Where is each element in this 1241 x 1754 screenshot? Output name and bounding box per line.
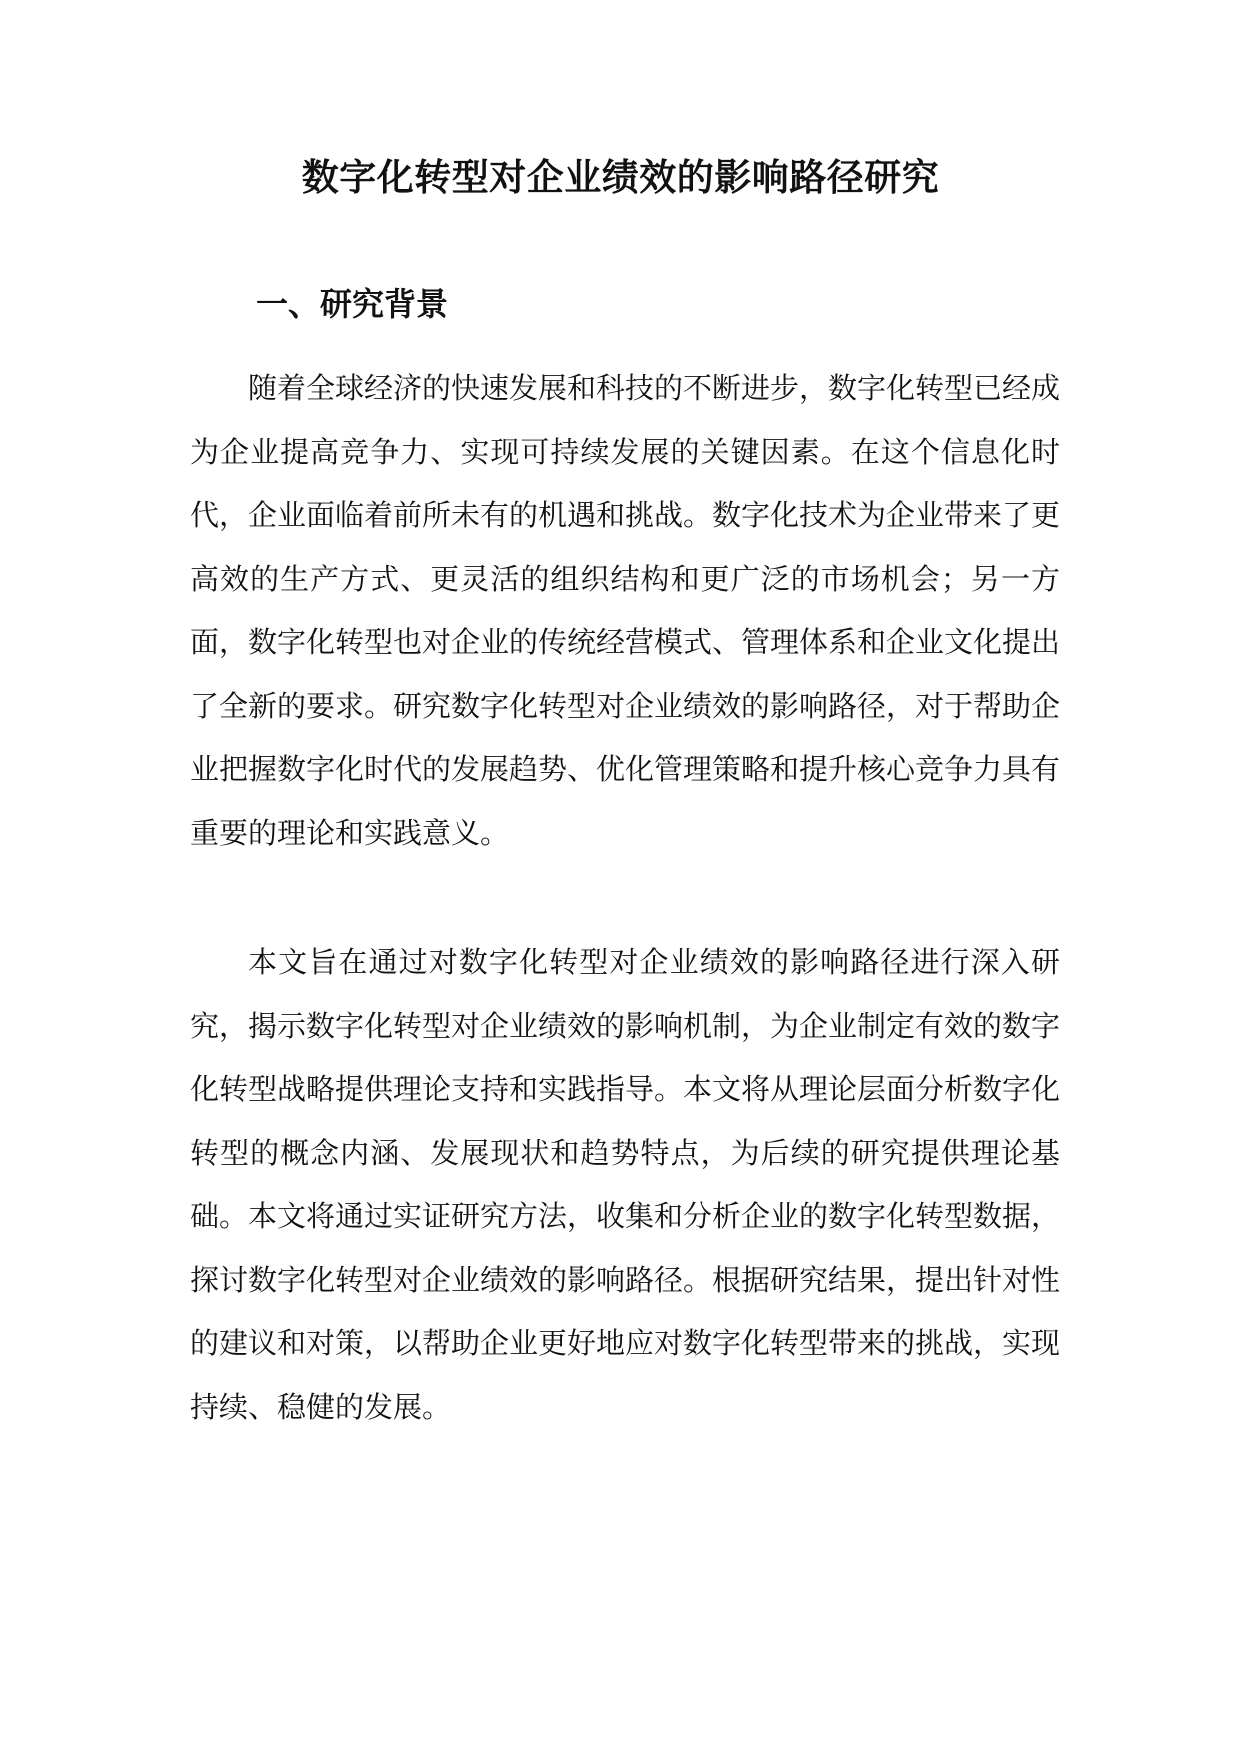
section-heading: 一、研究背景 [256, 285, 449, 323]
paragraph-research-background: 随着全球经济的快速发展和科技的不断进步，数字化转型已经成为企业提高竞争力、实现可持续发展的关键因素。在这个信息化时代，企业面临着前所未有的机遇和挑战。数字化技术为企业带来了更高效的生产方式、更灵活的组织结构和更广泛的市场机会；另一方面，数字化转型也对企业的传统经营模式、管理体系和企业文化提出了全新的要求。研究数字化转型对企业绩效的影响路径，对于帮助企业把握数字化时代的发展趋势、优化管理策略和提升核心竞争力具有重要的理论和实践意义。 [190, 371, 1061, 850]
paragraph-research-purpose: 本文旨在通过对数字化转型对企业绩效的影响路径进行深入研究，揭示数字化转型对企业绩效的影响机制，为企业制定有效的数字化转型战略提供理论支持和实践指导。本文将从理论层面分析数字化转型的概念内涵、发展现状和趋势特点，为后续的研究提供理论基础。本文将通过实证研究方法，收集和分析企业的数字化转型数据，探讨数字化转型对企业绩效的影响路径。根据研究结果，提出针对性的建议和对策，以帮助企业更好地应对数字化转型带来的挑战，实现持续、稳健的发展。 [190, 945, 1061, 1424]
document-title: 数字化转型对企业绩效的影响路径研究 [301, 155, 940, 199]
